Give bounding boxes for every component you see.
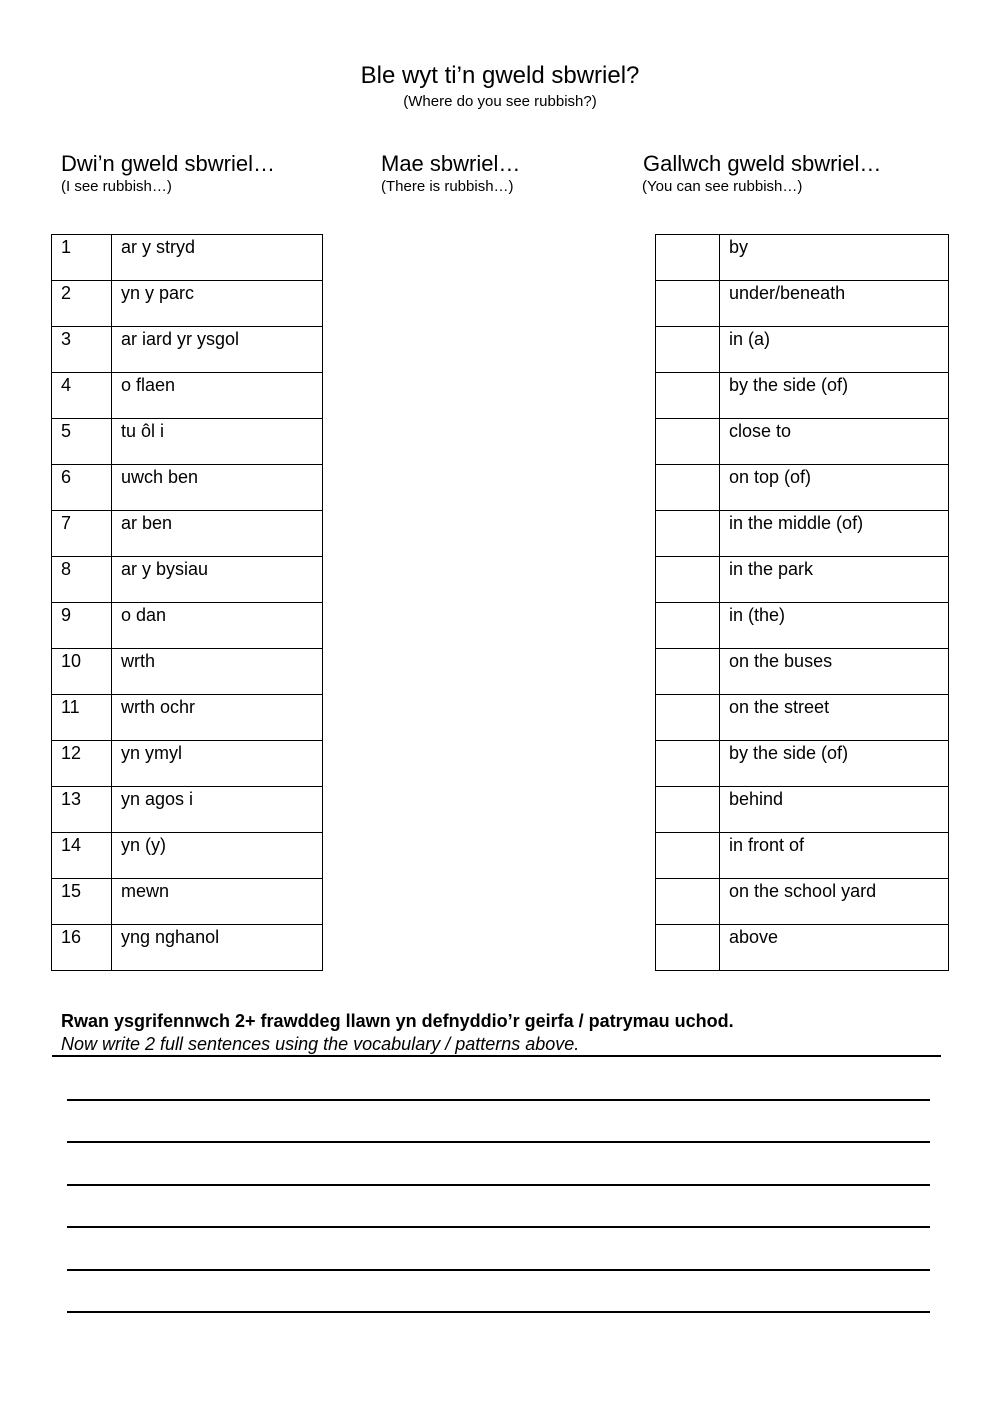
answer-box[interactable] bbox=[656, 235, 720, 281]
table-row bbox=[52, 603, 323, 649]
writing-line[interactable] bbox=[67, 1141, 930, 1143]
english-phrase: on the buses bbox=[720, 649, 949, 695]
welsh-phrase: ar ben bbox=[112, 511, 323, 557]
welsh-phrase: ar y stryd bbox=[112, 235, 323, 281]
table-row bbox=[656, 327, 949, 373]
english-phrase: in the middle (of) bbox=[720, 511, 949, 557]
item-number: 12 bbox=[52, 741, 112, 787]
answer-box[interactable] bbox=[656, 511, 720, 557]
welsh-phrase: yn agos i bbox=[112, 787, 323, 833]
writing-line[interactable] bbox=[67, 1184, 930, 1186]
table-row bbox=[656, 833, 949, 879]
english-vocabulary-table bbox=[655, 234, 949, 971]
table-row bbox=[52, 235, 323, 281]
table-row bbox=[52, 879, 323, 925]
writing-line[interactable] bbox=[67, 1269, 930, 1271]
page-title: Ble wyt ti’n gweld sbwriel? bbox=[360, 62, 640, 89]
table-row bbox=[656, 419, 949, 465]
table-row bbox=[656, 925, 949, 971]
writing-line[interactable] bbox=[67, 1311, 930, 1313]
table-row bbox=[656, 511, 949, 557]
english-phrase: in (a) bbox=[720, 327, 949, 373]
table-row bbox=[656, 741, 949, 787]
table-row bbox=[656, 695, 949, 741]
item-number: 7 bbox=[52, 511, 112, 557]
column-translation-1: (I see rubbish…) bbox=[61, 178, 172, 195]
welsh-phrase: ar y bysiau bbox=[112, 557, 323, 603]
welsh-phrase: wrth bbox=[112, 649, 323, 695]
answer-box[interactable] bbox=[656, 879, 720, 925]
english-phrase: behind bbox=[720, 787, 949, 833]
table-row bbox=[52, 327, 323, 373]
instruction-welsh: Rwan ysgrifennwch 2+ frawddeg llawn yn defnyddio’r geirfa / patrymau uchod. bbox=[61, 1011, 734, 1031]
english-phrase: under/beneath bbox=[720, 281, 949, 327]
answer-box[interactable] bbox=[656, 603, 720, 649]
table-row bbox=[52, 925, 323, 971]
column-heading-1: Dwi’n gweld sbwriel… bbox=[61, 151, 275, 176]
instruction-english: Now write 2 full sentences using the vocabulary / patterns above. bbox=[61, 1034, 580, 1054]
table-row bbox=[52, 649, 323, 695]
column-heading-3: Gallwch gweld sbwriel… bbox=[643, 151, 882, 176]
answer-box[interactable] bbox=[656, 557, 720, 603]
table-row bbox=[52, 741, 323, 787]
english-phrase: in (the) bbox=[720, 603, 949, 649]
answer-box[interactable] bbox=[656, 649, 720, 695]
table-row bbox=[52, 695, 323, 741]
welsh-phrase: ar iard yr ysgol bbox=[112, 327, 323, 373]
answer-box[interactable] bbox=[656, 465, 720, 511]
item-number: 5 bbox=[52, 419, 112, 465]
table-row bbox=[52, 557, 323, 603]
answer-box[interactable] bbox=[656, 373, 720, 419]
table-row bbox=[656, 465, 949, 511]
welsh-phrase: uwch ben bbox=[112, 465, 323, 511]
item-number: 16 bbox=[52, 925, 112, 971]
english-phrase: close to bbox=[720, 419, 949, 465]
answer-box[interactable] bbox=[656, 419, 720, 465]
welsh-phrase: wrth ochr bbox=[112, 695, 323, 741]
item-number: 13 bbox=[52, 787, 112, 833]
english-phrase: on top (of) bbox=[720, 465, 949, 511]
welsh-vocabulary-table bbox=[51, 234, 323, 971]
welsh-phrase: yn y parc bbox=[112, 281, 323, 327]
answer-box[interactable] bbox=[656, 787, 720, 833]
welsh-phrase: yng nghanol bbox=[112, 925, 323, 971]
table-row bbox=[52, 787, 323, 833]
table-row bbox=[656, 649, 949, 695]
welsh-phrase: o flaen bbox=[112, 373, 323, 419]
table-row bbox=[52, 373, 323, 419]
writing-line[interactable] bbox=[67, 1226, 930, 1228]
english-phrase: in front of bbox=[720, 833, 949, 879]
table-row bbox=[656, 603, 949, 649]
item-number: 8 bbox=[52, 557, 112, 603]
table-row bbox=[656, 557, 949, 603]
english-phrase: by bbox=[720, 235, 949, 281]
item-number: 6 bbox=[52, 465, 112, 511]
welsh-phrase: mewn bbox=[112, 879, 323, 925]
english-phrase: by the side (of) bbox=[720, 373, 949, 419]
item-number: 10 bbox=[52, 649, 112, 695]
item-number: 15 bbox=[52, 879, 112, 925]
table-row bbox=[52, 465, 323, 511]
item-number: 1 bbox=[52, 235, 112, 281]
column-translation-2: (There is rubbish…) bbox=[381, 178, 514, 195]
welsh-phrase: o dan bbox=[112, 603, 323, 649]
welsh-phrase: yn ymyl bbox=[112, 741, 323, 787]
table-row bbox=[52, 833, 323, 879]
page-subtitle: (Where do you see rubbish?) bbox=[403, 93, 597, 110]
table-row bbox=[52, 511, 323, 557]
english-phrase: on the street bbox=[720, 695, 949, 741]
item-number: 3 bbox=[52, 327, 112, 373]
answer-box[interactable] bbox=[656, 695, 720, 741]
item-number: 2 bbox=[52, 281, 112, 327]
item-number: 9 bbox=[52, 603, 112, 649]
divider bbox=[52, 1055, 941, 1057]
table-row bbox=[52, 281, 323, 327]
welsh-phrase: tu ôl i bbox=[112, 419, 323, 465]
item-number: 11 bbox=[52, 695, 112, 741]
item-number: 14 bbox=[52, 833, 112, 879]
welsh-phrase: yn (y) bbox=[112, 833, 323, 879]
table-row bbox=[656, 235, 949, 281]
item-number: 4 bbox=[52, 373, 112, 419]
english-phrase: on the school yard bbox=[720, 879, 949, 925]
table-row bbox=[656, 787, 949, 833]
table-row bbox=[656, 281, 949, 327]
writing-line[interactable] bbox=[67, 1099, 930, 1101]
answer-box[interactable] bbox=[656, 741, 720, 787]
answer-box[interactable] bbox=[656, 925, 720, 971]
table-row bbox=[656, 879, 949, 925]
english-phrase: in the park bbox=[720, 557, 949, 603]
english-phrase: above bbox=[720, 925, 949, 971]
answer-box[interactable] bbox=[656, 281, 720, 327]
answer-box[interactable] bbox=[656, 833, 720, 879]
column-translation-3: (You can see rubbish…) bbox=[642, 178, 803, 195]
table-row bbox=[52, 419, 323, 465]
english-phrase: by the side (of) bbox=[720, 741, 949, 787]
answer-box[interactable] bbox=[656, 327, 720, 373]
column-heading-2: Mae sbwriel… bbox=[381, 151, 521, 176]
table-row bbox=[656, 373, 949, 419]
